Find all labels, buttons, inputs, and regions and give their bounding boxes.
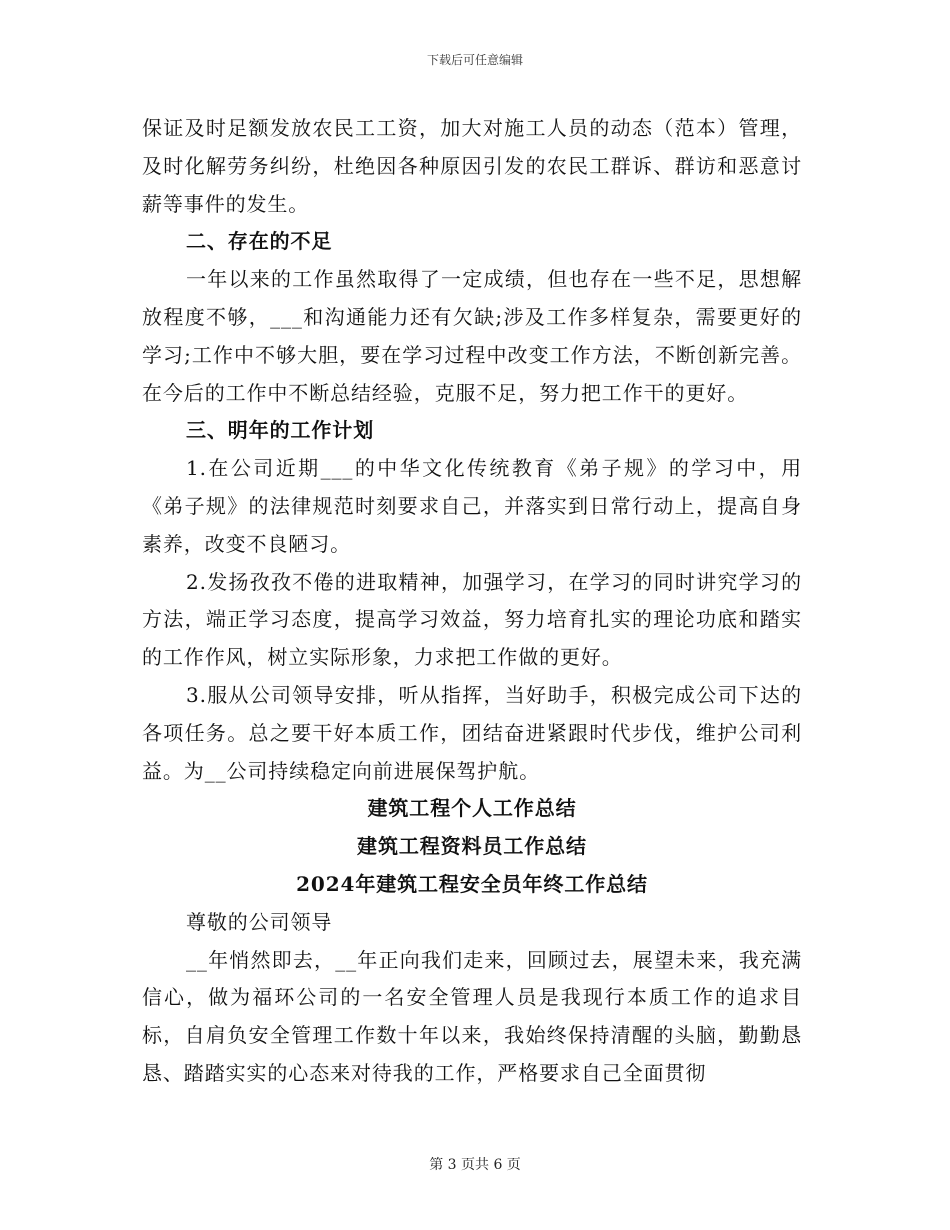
- section-heading-next-year-plan: 三、明年的工作计划: [186, 418, 375, 443]
- paragraph-continued: 保证及时足额发放农民工工资，加大对施工人员的动态（范本）管理，及时化解劳务纠纷，杜绝因各种原因引发的农民工群诉、群访和恶意讨薪等事件的发生。: [142, 116, 802, 216]
- plan-item-2: 2.发扬孜孜不倦的进取精神，加强学习，在学习的同时讲究学习的方法，端正学习态度，提高学习效益，努力培育扎实的理论功底和踏实的工作作风，树立实际形象，力求把工作做的更好。: [142, 569, 802, 670]
- plan-item-3: 3.服从公司领导安排，听从指挥，当好助手，积极完成公司下达的各项任务。总之要干好本质工作，团结奋进紧跟时代步伐，维护公司利益。为__公司持续稳定向前进展保驾护航。: [142, 682, 802, 783]
- document-title-1: 建筑工程个人工作总结: [367, 796, 577, 821]
- page-header: 下载后可任意编辑: [426, 53, 523, 67]
- paragraph-shortcomings: 一年以来的工作虽然取得了一定成绩，但也存在一些不足，思想解放程度不够，___和沟通能力还有欠缺;涉及工作多样复杂，需要更好的学习;工作中不够大胆，要在学习过程中改变工作方法，不断创新完善。在今后的工作中不断总结经验，克服不足，努力把工作干的更好。: [142, 267, 802, 405]
- plan-item-1: 1.在公司近期___的中华文化传统教育《弟子规》的学习中，用《弟子规》的法律规范时刻要求自己，并落实到日常行动上，提高自身素养，改变不良陋习。: [142, 456, 802, 556]
- paragraph-opening: __年悄然即去，__年正向我们走来，回顾过去，展望未来，我充满信心，做为福环公司的一名安全管理人员是我现行本质工作的追求目标，自肩负安全管理工作数十年以来，我始终保持清醒的头脑，勤勤恳恳、踏踏实实的心态来对待我的工作，严格要求自己全面贯彻: [142, 947, 802, 1085]
- document-body: [142, 110, 802, 1093]
- page-footer: 第 3 页共 6 页: [429, 1157, 521, 1173]
- document-title-3: 2024年建筑工程安全员年终工作总结: [296, 871, 648, 896]
- section-heading-shortcomings: 二、存在的不足: [186, 229, 333, 254]
- document-title-2: 建筑工程资料员工作总结: [357, 834, 587, 859]
- salutation: 尊敬的公司领导: [186, 909, 333, 934]
